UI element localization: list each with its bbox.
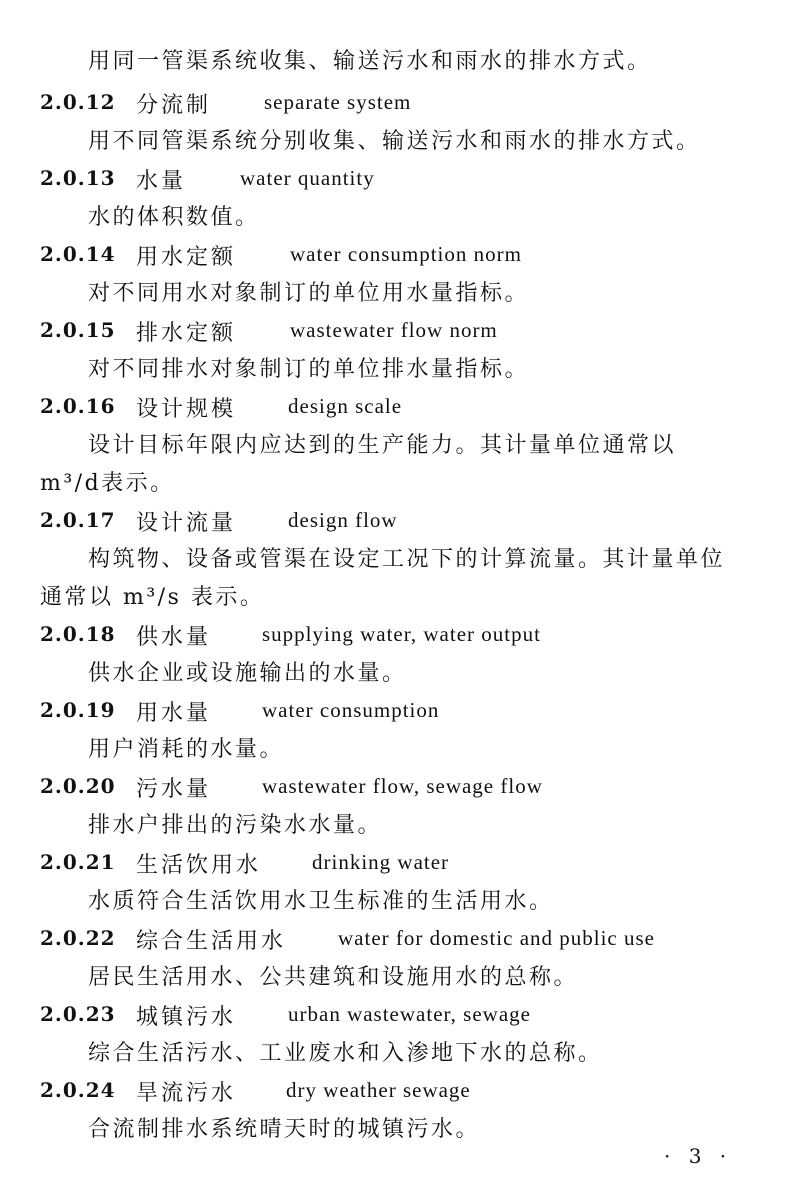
term-chinese: 用水量: [136, 701, 212, 726]
term-number: 2.0.13: [40, 166, 116, 190]
term-number: 2.0.20: [40, 774, 116, 798]
term-chinese: 生活饮用水: [136, 853, 262, 878]
term-english: water quantity: [240, 166, 375, 190]
term-definition: 设计目标年限内应达到的生产能力。其计量单位通常以: [88, 433, 677, 458]
term-number: 2.0.21: [40, 850, 116, 874]
term-chinese: 设计流量: [136, 511, 237, 536]
term-definition: 水的体积数值。: [88, 205, 260, 230]
term-english: urban wastewater, sewage: [288, 1002, 531, 1026]
term-definition: 居民生活用水、公共建筑和设施用水的总称。: [88, 965, 579, 990]
term-definition: 综合生活污水、工业废水和入渗地下水的总称。: [88, 1041, 603, 1066]
term-number: 2.0.17: [40, 508, 116, 532]
term-definition: 构筑物、设备或管渠在设定工况下的计算流量。其计量单位: [88, 547, 726, 572]
term-definition-continued: 通常以 m³/s 表示。: [40, 585, 265, 610]
term-english: water consumption norm: [290, 242, 522, 266]
term-english: design flow: [288, 508, 398, 532]
term-number: 2.0.18: [40, 622, 116, 646]
term-chinese: 供水量: [136, 625, 212, 650]
page-number: · 3 ·: [664, 1144, 733, 1168]
term-definition: 排水户排出的污染水水量。: [88, 813, 383, 838]
term-english: water for domestic and public use: [338, 926, 655, 950]
term-number: 2.0.14: [40, 242, 116, 266]
term-english: design scale: [288, 394, 403, 418]
term-english: drinking water: [312, 850, 450, 874]
term-definition: 供水企业或设施输出的水量。: [88, 661, 407, 686]
term-number: 2.0.19: [40, 698, 116, 722]
term-definition: 对不同排水对象制订的单位排水量指标。: [88, 357, 530, 382]
term-number: 2.0.23: [40, 1002, 116, 1026]
term-chinese: 综合生活用水: [136, 929, 287, 954]
term-definition: 合流制排水系统晴天时的城镇污水。: [88, 1117, 481, 1142]
term-chinese: 水量: [136, 169, 187, 194]
term-number: 2.0.12: [40, 90, 116, 114]
term-definition: 对不同用水对象制订的单位用水量指标。: [88, 281, 530, 306]
term-chinese: 排水定额: [136, 321, 237, 346]
term-chinese: 污水量: [136, 777, 212, 802]
term-definition: 水质符合生活饮用水卫生标准的生活用水。: [88, 889, 554, 914]
term-number: 2.0.22: [40, 926, 116, 950]
term-definition-continued: m³/d表示。: [40, 471, 175, 496]
term-number: 2.0.16: [40, 394, 116, 418]
term-chinese: 分流制: [136, 93, 212, 118]
term-number: 2.0.24: [40, 1078, 116, 1102]
term-english: separate system: [264, 90, 412, 114]
term-chinese: 城镇污水: [136, 1005, 237, 1030]
term-chinese: 旱流污水: [136, 1081, 237, 1106]
term-chinese: 设计规模: [136, 397, 237, 422]
term-english: water consumption: [262, 698, 440, 722]
term-definition: 用不同管渠系统分别收集、输送污水和雨水的排水方式。: [88, 129, 701, 154]
term-number: 2.0.15: [40, 318, 116, 342]
term-english: dry weather sewage: [286, 1078, 471, 1102]
term-chinese: 用水定额: [136, 245, 237, 270]
term-english: wastewater flow norm: [290, 318, 498, 342]
term-english: wastewater flow, sewage flow: [262, 774, 543, 798]
term-definition: 用户消耗的水量。: [88, 737, 285, 762]
continuation-text: 用同一管渠系统收集、输送污水和雨水的排水方式。: [88, 49, 652, 74]
term-english: supplying water, water output: [262, 622, 541, 646]
